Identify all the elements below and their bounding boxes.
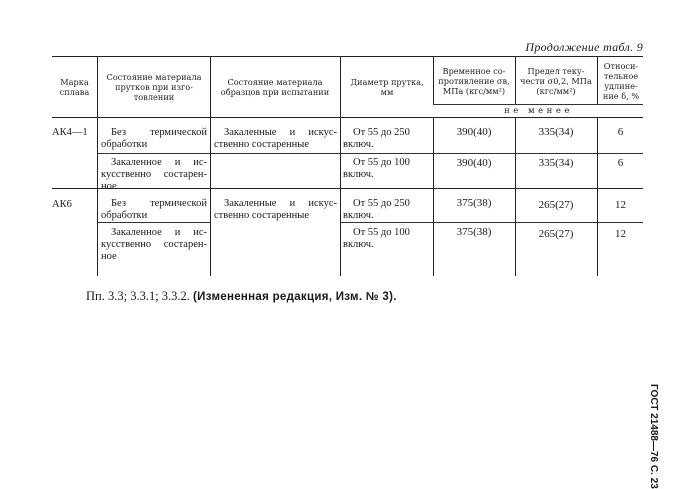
cell-yield: 335(34) (538, 126, 574, 138)
cell-state-manufacture: Закаленное и искусственно состаренное (101, 227, 207, 262)
footer-note (86, 289, 397, 304)
cell-diameter: От 55 до 100 включ. (343, 227, 410, 250)
cell-elongation: 6 (617, 157, 624, 169)
row-divider (98, 153, 643, 154)
column-rule (515, 56, 516, 104)
cell-elongation: 12 (615, 228, 626, 240)
header-bottom-rule (52, 117, 643, 118)
cell-diameter: От 55 до 250 включ. (343, 198, 410, 221)
header-min-note: не менее (504, 105, 573, 116)
cell-state-manufacture: Без термической обработки (101, 198, 207, 221)
cell-state-testing: Закаленные и искусственно состаренные (214, 198, 337, 221)
column-rule (97, 56, 98, 276)
cell-tensile: 375(38) (456, 197, 492, 209)
row-divider (98, 222, 210, 223)
column-rule (515, 117, 516, 276)
column-rule (210, 56, 211, 276)
cell-state-manufacture: Без термической обработки (101, 127, 207, 150)
column-rule (433, 56, 434, 104)
header-state-manufacture: Состояние материала прутков при изготовлении (106, 72, 202, 102)
cell-tensile: 390(40) (456, 157, 492, 169)
footer-clauses: Пп. 3.3; 3.3.1; 3.3.2. (86, 289, 190, 303)
cell-tensile: 390(40) (456, 126, 492, 138)
cell-state-testing: Закаленные и искусственно состаренные (214, 127, 337, 150)
cell-diameter: От 55 до 100 включ. (343, 157, 410, 180)
header-tensile-strength: Временное сопротивление σв, МПа (кгс/мм²) (438, 65, 510, 96)
header-diameter: Диаметр прутка, мм (350, 77, 424, 97)
column-rule (597, 56, 598, 104)
column-rule (340, 56, 341, 276)
cell-elongation: 6 (617, 126, 624, 138)
cell-yield: 335(34) (538, 157, 574, 169)
cell-state-manufacture: Закаленное и искусственно состаренное (101, 157, 207, 192)
cell-grade: АК6 (52, 199, 72, 210)
cell-diameter: От 55 до 250 включ. (343, 127, 410, 150)
header-elongation: Относительное удлинение δ, % (602, 60, 640, 101)
cell-tensile: 375(38) (456, 226, 492, 238)
table-continuation-caption: Продолжение табл. 9 (525, 40, 643, 54)
cell-grade: АК4—1 (52, 127, 88, 138)
header-grade: Марка сплава (59, 77, 90, 97)
standard-page-code: ГОСТ 21488—76 С. 23 (648, 384, 659, 489)
header-yield-strength: Предел текучести σ0,2, МПа (кгс/мм²) (520, 65, 592, 96)
footer-amendment: (Измененная редакция, Изм. № 3). (193, 291, 397, 303)
cell-yield: 265(27) (538, 199, 574, 211)
cell-yield: 265(27) (538, 228, 574, 240)
header-state-testing: Состояние материала образцов при испытании (220, 77, 330, 97)
cell-elongation: 12 (615, 199, 626, 211)
column-rule (597, 117, 598, 276)
